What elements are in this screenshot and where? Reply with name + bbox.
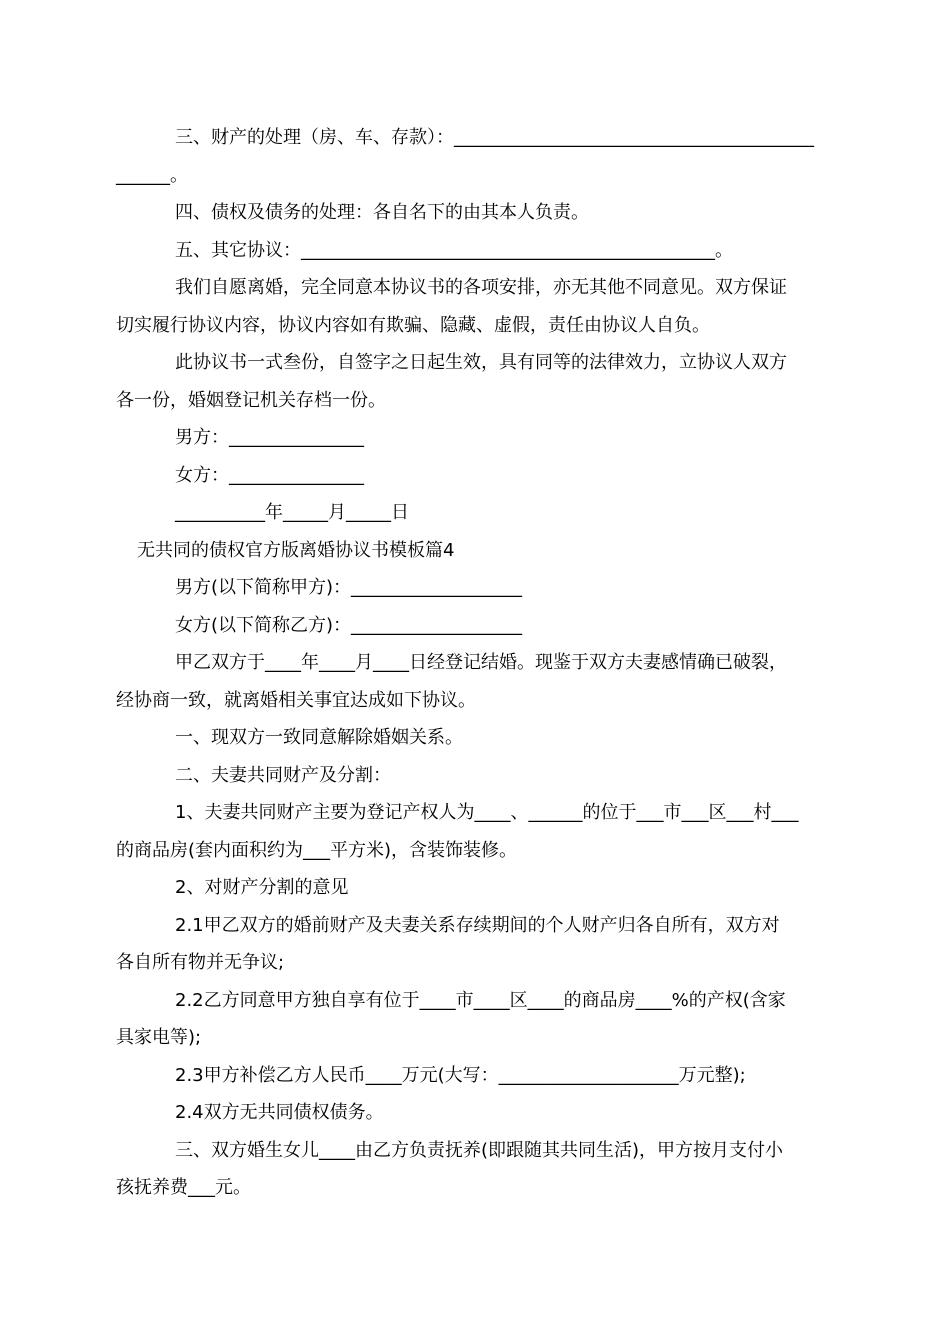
voluntary-statement: 我们自愿离婚，完全同意本协议书的各项安排，亦无其他不同意见。双方保证 [175, 277, 787, 298]
clause-2-1: 1、夫妻共同财产主要为登记产权人为____、______的位于___市___区___村___ [175, 802, 799, 823]
debt-clause: 四、债权及债务的处理：各自名下的由其本人负责。 [175, 202, 589, 223]
date-line: __________年_____月_____日 [175, 502, 409, 523]
clause-2-2-2-cont: 具家电等); [116, 1027, 202, 1048]
property-clause: 三、财产的处理（房、车、存款）：________________________________________ [175, 127, 814, 148]
clause-2-2-heading: 2、对财产分割的意见 [175, 877, 349, 898]
other-agreement-clause: 五、其它协议：______________________________________________。 [175, 240, 733, 261]
marriage-statement-cont: 经协商一致，就离婚相关事宜达成如下协议。 [116, 690, 476, 711]
clause-2-2-1: 2.1甲乙双方的婚前财产及夫妻关系存续期间的个人财产归各自所有，双方对 [175, 915, 780, 936]
copies-statement: 此协议书一式叁份，自签字之日起生效，具有同等的法律效力，立协议人双方 [175, 352, 787, 373]
property-clause-cont: ______。 [116, 165, 188, 186]
clause-2-2-3: 2.3甲方补偿乙方人民币____万元(大写：____________________万元整); [175, 1065, 746, 1086]
party-a-line: 男方(以下简称甲方)：___________________ [175, 577, 523, 598]
clause-2-2-1-cont: 各自所有物并无争议; [116, 952, 285, 973]
copies-statement-cont: 各一份，婚姻登记机关存档一份。 [116, 390, 386, 411]
clause-2-heading: 二、夫妻共同财产及分割： [175, 765, 391, 786]
clause-2-2-2: 2.2乙方同意甲方独自享有位于____市____区____的商品房____%的产权(含家 [175, 990, 786, 1011]
male-signature-line: 男方：_______________ [175, 427, 364, 448]
section-title: 无共同的债权官方版离婚协议书模板篇4 [137, 540, 455, 561]
clause-3-cont: 孩抚养费___元。 [116, 1177, 251, 1198]
clause-1: 一、现双方一致同意解除婚姻关系。 [175, 727, 463, 748]
clause-2-2-4: 2.4双方无共同债权债务。 [175, 1102, 384, 1123]
clause-2-1-cont: 的商品房(套内面积约为___平方米)，含装饰装修。 [116, 840, 518, 861]
female-signature-line: 女方：_______________ [175, 465, 364, 486]
voluntary-statement-cont: 切实履行协议内容，协议内容如有欺骗、隐藏、虚假，责任由协议人自负。 [116, 315, 710, 336]
marriage-statement: 甲乙双方于____年____月____日经登记结婚。现鉴于双方夫妻感情确已破裂， [175, 652, 787, 673]
clause-3: 三、双方婚生女儿____由乙方负责抚养(即跟随其共同生活)，甲方按月支付小 [175, 1140, 784, 1161]
party-b-line: 女方(以下简称乙方)：___________________ [175, 615, 523, 636]
